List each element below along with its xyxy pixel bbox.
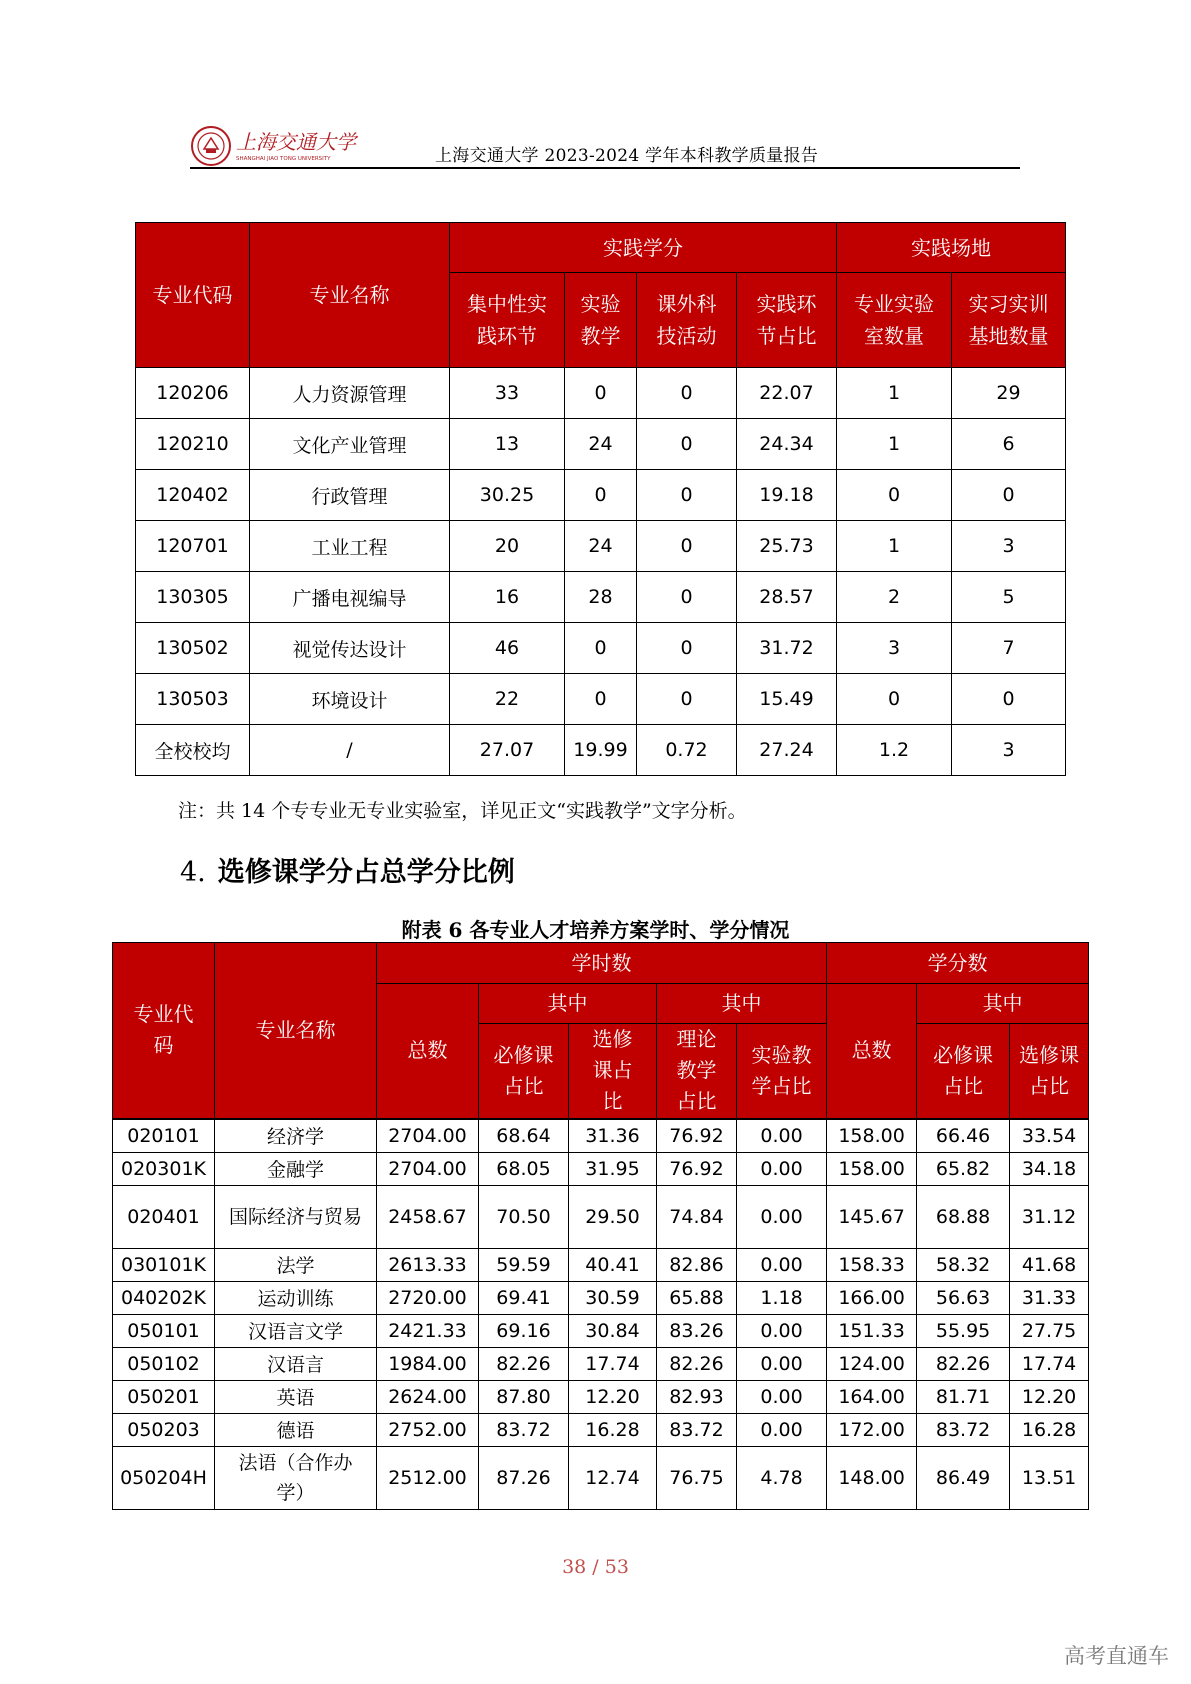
header-practice-credits: 实践学分 xyxy=(450,223,837,273)
value-cell: 7 xyxy=(952,623,1066,674)
value-cell: 13.51 xyxy=(1010,1446,1089,1509)
practice-credits-body xyxy=(136,368,1066,776)
value-cell: 24 xyxy=(565,419,637,470)
value-cell: 30.25 xyxy=(450,470,565,521)
major-name-cell: 英语 xyxy=(215,1380,377,1413)
header-base-count: 实习实训基地数量 xyxy=(952,273,1066,368)
value-cell: 0 xyxy=(565,623,637,674)
value-cell: 86.49 xyxy=(917,1446,1010,1509)
value-cell: 2512.00 xyxy=(377,1446,479,1509)
value-cell: 158.00 xyxy=(827,1119,917,1153)
value-cell: 2704.00 xyxy=(377,1119,479,1153)
value-cell: 0.00 xyxy=(737,1380,827,1413)
major-name-cell: / xyxy=(250,725,450,776)
header-major-name: 专业名称 xyxy=(250,223,450,368)
value-cell: 55.95 xyxy=(917,1314,1010,1347)
value-cell: 82.86 xyxy=(657,1248,737,1281)
header-lab-ratio: 实验教学占比 xyxy=(737,1024,827,1119)
major-code-cell: 050204H xyxy=(113,1446,215,1509)
hours-credits-table xyxy=(112,942,1089,1510)
value-cell: 30.84 xyxy=(569,1314,657,1347)
value-cell: 0.00 xyxy=(737,1314,827,1347)
value-cell: 28 xyxy=(565,572,637,623)
major-name-cell: 国际经济与贸易 xyxy=(215,1185,377,1248)
major-code-cell: 120402 xyxy=(136,470,250,521)
value-cell: 81.71 xyxy=(917,1380,1010,1413)
major-code-cell: 130502 xyxy=(136,623,250,674)
value-cell: 69.16 xyxy=(479,1314,569,1347)
practice-credits-table xyxy=(135,222,1066,776)
value-cell: 158.33 xyxy=(827,1248,917,1281)
value-cell: 0 xyxy=(837,470,952,521)
header-credits: 学分数 xyxy=(827,943,1089,984)
major-code-cell: 050201 xyxy=(113,1380,215,1413)
value-cell: 0 xyxy=(637,470,737,521)
value-cell: 68.64 xyxy=(479,1119,569,1153)
value-cell: 0.00 xyxy=(737,1119,827,1153)
header-major-name: 专业名称 xyxy=(215,943,377,1119)
major-name-cell: 运动训练 xyxy=(215,1281,377,1314)
value-cell: 124.00 xyxy=(827,1347,917,1380)
value-cell: 82.93 xyxy=(657,1380,737,1413)
value-cell: 15.49 xyxy=(737,674,837,725)
value-cell: 65.88 xyxy=(657,1281,737,1314)
value-cell: 30.59 xyxy=(569,1281,657,1314)
value-cell: 0 xyxy=(637,674,737,725)
major-name-cell: 环境设计 xyxy=(250,674,450,725)
header-credits-among: 其中 xyxy=(917,984,1089,1024)
table-row xyxy=(113,1446,1089,1509)
value-cell: 16.28 xyxy=(1010,1413,1089,1446)
header-practice-ratio: 实践环节占比 xyxy=(737,273,837,368)
header-extracurricular: 课外科技活动 xyxy=(637,273,737,368)
major-code-cell: 全校校均 xyxy=(136,725,250,776)
value-cell: 19.18 xyxy=(737,470,837,521)
university-logo-icon xyxy=(190,125,360,167)
table-row xyxy=(113,1380,1089,1413)
value-cell: 172.00 xyxy=(827,1413,917,1446)
value-cell: 24 xyxy=(565,521,637,572)
header-concentrated-practice: 集中性实践环节 xyxy=(450,273,565,368)
value-cell: 12.20 xyxy=(569,1380,657,1413)
major-code-cell: 020101 xyxy=(113,1119,215,1153)
table-row xyxy=(136,419,1066,470)
value-cell: 34.18 xyxy=(1010,1152,1089,1185)
value-cell: 20 xyxy=(450,521,565,572)
svg-text:上海交通大学: 上海交通大学 xyxy=(236,130,356,154)
value-cell: 17.74 xyxy=(569,1347,657,1380)
table-row xyxy=(113,1248,1089,1281)
major-name-cell: 人力资源管理 xyxy=(250,368,450,419)
value-cell: 83.72 xyxy=(479,1413,569,1446)
value-cell: 31.12 xyxy=(1010,1185,1089,1248)
header-lab-teaching: 实验教学 xyxy=(565,273,637,368)
table-caption: 附表 6 各专业人才培养方案学时、学分情况 xyxy=(401,918,790,942)
header-hours-total: 总数 xyxy=(377,984,479,1119)
value-cell: 2 xyxy=(837,572,952,623)
value-cell: 0 xyxy=(637,572,737,623)
table-row xyxy=(113,1281,1089,1314)
major-code-cell: 030101K xyxy=(113,1248,215,1281)
report-title: 上海交通大学 2023-2024 学年本科教学质量报告 xyxy=(435,146,819,166)
value-cell: 83.72 xyxy=(917,1413,1010,1446)
value-cell: 19.99 xyxy=(565,725,637,776)
table-row xyxy=(113,1314,1089,1347)
value-cell: 33 xyxy=(450,368,565,419)
value-cell: 0.00 xyxy=(737,1413,827,1446)
value-cell: 12.20 xyxy=(1010,1380,1089,1413)
value-cell: 1.2 xyxy=(837,725,952,776)
value-cell: 166.00 xyxy=(827,1281,917,1314)
value-cell: 74.84 xyxy=(657,1185,737,1248)
value-cell: 31.95 xyxy=(569,1152,657,1185)
header-lab-count: 专业实验室数量 xyxy=(837,273,952,368)
value-cell: 0 xyxy=(952,470,1066,521)
value-cell: 27.07 xyxy=(450,725,565,776)
header-hours-among-2: 其中 xyxy=(657,984,827,1024)
svg-text:SHANGHAI JIAO TONG UNIVERSITY: SHANGHAI JIAO TONG UNIVERSITY xyxy=(236,156,331,162)
value-cell: 145.67 xyxy=(827,1185,917,1248)
section-heading xyxy=(180,850,515,889)
value-cell: 2624.00 xyxy=(377,1380,479,1413)
table-row xyxy=(136,725,1066,776)
value-cell: 17.74 xyxy=(1010,1347,1089,1380)
section-number: 4. xyxy=(180,857,206,888)
major-name-cell: 汉语言 xyxy=(215,1347,377,1380)
table-note: 注：共 14 个专专业无专业实验室，详见正文“实践教学”文字分析。 xyxy=(178,800,747,822)
page-header xyxy=(190,125,1020,170)
table-row xyxy=(136,572,1066,623)
value-cell: 151.33 xyxy=(827,1314,917,1347)
major-name-cell: 工业工程 xyxy=(250,521,450,572)
value-cell: 6 xyxy=(952,419,1066,470)
value-cell: 68.05 xyxy=(479,1152,569,1185)
value-cell: 164.00 xyxy=(827,1380,917,1413)
value-cell: 158.00 xyxy=(827,1152,917,1185)
major-name-cell: 广播电视编导 xyxy=(250,572,450,623)
major-code-cell: 050102 xyxy=(113,1347,215,1380)
header-hours: 学时数 xyxy=(377,943,827,984)
value-cell: 27.24 xyxy=(737,725,837,776)
major-code-cell: 130503 xyxy=(136,674,250,725)
major-code-cell: 050203 xyxy=(113,1413,215,1446)
value-cell: 16 xyxy=(450,572,565,623)
value-cell: 68.88 xyxy=(917,1185,1010,1248)
hours-credits-body xyxy=(113,1119,1089,1510)
value-cell: 76.75 xyxy=(657,1446,737,1509)
value-cell: 31.33 xyxy=(1010,1281,1089,1314)
major-name-cell: 行政管理 xyxy=(250,470,450,521)
value-cell: 2613.33 xyxy=(377,1248,479,1281)
value-cell: 82.26 xyxy=(479,1347,569,1380)
value-cell: 2421.33 xyxy=(377,1314,479,1347)
value-cell: 69.41 xyxy=(479,1281,569,1314)
value-cell: 12.74 xyxy=(569,1446,657,1509)
value-cell: 13 xyxy=(450,419,565,470)
value-cell: 29.50 xyxy=(569,1185,657,1248)
major-code-cell: 020401 xyxy=(113,1185,215,1248)
value-cell: 0.00 xyxy=(737,1185,827,1248)
value-cell: 41.68 xyxy=(1010,1248,1089,1281)
value-cell: 65.82 xyxy=(917,1152,1010,1185)
table-row xyxy=(136,521,1066,572)
value-cell: 76.92 xyxy=(657,1152,737,1185)
value-cell: 87.80 xyxy=(479,1380,569,1413)
table-row xyxy=(113,1119,1089,1153)
value-cell: 0 xyxy=(565,674,637,725)
value-cell: 1 xyxy=(837,419,952,470)
major-name-cell: 文化产业管理 xyxy=(250,419,450,470)
value-cell: 82.26 xyxy=(917,1347,1010,1380)
value-cell: 40.41 xyxy=(569,1248,657,1281)
value-cell: 31.72 xyxy=(737,623,837,674)
major-name-cell: 德语 xyxy=(215,1413,377,1446)
value-cell: 0.00 xyxy=(737,1248,827,1281)
value-cell: 27.75 xyxy=(1010,1314,1089,1347)
header-major-code: 专业代码 xyxy=(136,223,250,368)
header-elective-credits-ratio: 选修课占比 xyxy=(1010,1024,1089,1119)
major-name-cell: 经济学 xyxy=(215,1119,377,1153)
value-cell: 0 xyxy=(637,368,737,419)
value-cell: 2704.00 xyxy=(377,1152,479,1185)
value-cell: 70.50 xyxy=(479,1185,569,1248)
page-number: 38 / 53 xyxy=(562,1556,629,1578)
header-required-hours-ratio: 必修课占比 xyxy=(479,1024,569,1119)
value-cell: 22 xyxy=(450,674,565,725)
major-code-cell: 050101 xyxy=(113,1314,215,1347)
header-hours-among-1: 其中 xyxy=(479,984,657,1024)
value-cell: 0 xyxy=(637,521,737,572)
value-cell: 3 xyxy=(837,623,952,674)
value-cell: 0 xyxy=(637,419,737,470)
value-cell: 83.26 xyxy=(657,1314,737,1347)
watermark: 高考直通车 xyxy=(1064,1644,1169,1668)
value-cell: 0.00 xyxy=(737,1347,827,1380)
table-row xyxy=(113,1347,1089,1380)
value-cell: 83.72 xyxy=(657,1413,737,1446)
value-cell: 46 xyxy=(450,623,565,674)
table-row xyxy=(113,1413,1089,1446)
table-row xyxy=(136,623,1066,674)
value-cell: 87.26 xyxy=(479,1446,569,1509)
value-cell: 22.07 xyxy=(737,368,837,419)
value-cell: 3 xyxy=(952,521,1066,572)
major-code-cell: 120210 xyxy=(136,419,250,470)
value-cell: 1 xyxy=(837,368,952,419)
value-cell: 0 xyxy=(565,368,637,419)
major-code-cell: 120701 xyxy=(136,521,250,572)
section-title: 选修课学分占总学分比例 xyxy=(217,857,515,888)
header-rule xyxy=(190,167,1020,169)
value-cell: 1 xyxy=(837,521,952,572)
value-cell: 66.46 xyxy=(917,1119,1010,1153)
value-cell: 58.32 xyxy=(917,1248,1010,1281)
value-cell: 0 xyxy=(837,674,952,725)
header-required-credits-ratio: 必修课占比 xyxy=(917,1024,1010,1119)
value-cell: 0.00 xyxy=(737,1152,827,1185)
major-name-cell: 视觉传达设计 xyxy=(250,623,450,674)
major-code-cell: 120206 xyxy=(136,368,250,419)
value-cell: 29 xyxy=(952,368,1066,419)
major-code-cell: 040202K xyxy=(113,1281,215,1314)
value-cell: 59.59 xyxy=(479,1248,569,1281)
value-cell: 0 xyxy=(565,470,637,521)
major-name-cell: 金融学 xyxy=(215,1152,377,1185)
major-name-cell: 法语（合作办学） xyxy=(215,1446,377,1509)
header-elective-hours-ratio: 选修课占比 xyxy=(569,1024,657,1119)
value-cell: 1.18 xyxy=(737,1281,827,1314)
value-cell: 0.72 xyxy=(637,725,737,776)
value-cell: 82.26 xyxy=(657,1347,737,1380)
table-row xyxy=(136,674,1066,725)
header-major-code: 专业代码 xyxy=(113,943,215,1119)
value-cell: 3 xyxy=(952,725,1066,776)
value-cell: 28.57 xyxy=(737,572,837,623)
table-row xyxy=(136,470,1066,521)
value-cell: 2720.00 xyxy=(377,1281,479,1314)
value-cell: 56.63 xyxy=(917,1281,1010,1314)
value-cell: 1984.00 xyxy=(377,1347,479,1380)
header-credits-total: 总数 xyxy=(827,984,917,1119)
value-cell: 2458.67 xyxy=(377,1185,479,1248)
value-cell: 4.78 xyxy=(737,1446,827,1509)
table-row xyxy=(113,1152,1089,1185)
table-row xyxy=(136,368,1066,419)
value-cell: 5 xyxy=(952,572,1066,623)
value-cell: 25.73 xyxy=(737,521,837,572)
value-cell: 16.28 xyxy=(569,1413,657,1446)
value-cell: 2752.00 xyxy=(377,1413,479,1446)
value-cell: 76.92 xyxy=(657,1119,737,1153)
header-theory-ratio: 理论教学占比 xyxy=(657,1024,737,1119)
header-practice-sites: 实践场地 xyxy=(837,223,1066,273)
value-cell: 24.34 xyxy=(737,419,837,470)
value-cell: 31.36 xyxy=(569,1119,657,1153)
major-code-cell: 130305 xyxy=(136,572,250,623)
major-code-cell: 020301K xyxy=(113,1152,215,1185)
value-cell: 0 xyxy=(637,623,737,674)
value-cell: 0 xyxy=(952,674,1066,725)
major-name-cell: 汉语言文学 xyxy=(215,1314,377,1347)
value-cell: 33.54 xyxy=(1010,1119,1089,1153)
value-cell: 148.00 xyxy=(827,1446,917,1509)
major-name-cell: 法学 xyxy=(215,1248,377,1281)
table-row xyxy=(113,1185,1089,1248)
